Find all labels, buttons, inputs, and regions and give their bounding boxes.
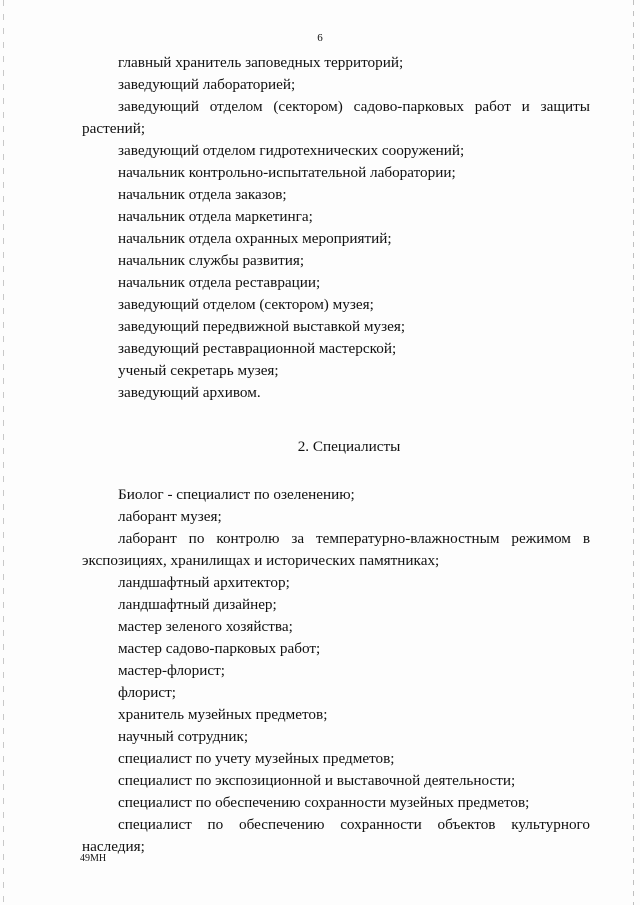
list-item: ландшафтный дизайнер; — [118, 596, 277, 613]
list-item-continuation: экспозициях, хранилищах и исторических памятниках; — [82, 552, 440, 569]
list-item: лаборант музея; — [118, 508, 222, 525]
list-item-continuation: растений; — [82, 120, 146, 137]
list-item: специалист по обеспечению сохранности музейных предметов; — [118, 794, 530, 811]
list-item: ландшафтный архитектор; — [118, 574, 290, 591]
specialists-list — [82, 484, 590, 858]
document-code: 49МН — [80, 853, 107, 864]
list-item: главный хранитель заповедных территорий; — [118, 54, 404, 71]
list-item: мастер зеленого хозяйства; — [118, 618, 293, 635]
list-item-continuation: наследия; — [82, 838, 145, 855]
scan-edge-left — [3, 0, 4, 905]
list-item: начальник контрольно-испытательной лаборатории; — [118, 164, 456, 181]
list-item: хранитель музейных предметов; — [118, 706, 328, 723]
list-item: мастер садово-парковых работ; — [118, 640, 321, 657]
list-item: начальник отдела маркетинга; — [118, 208, 313, 225]
list-item: заведующий передвижной выставкой музея; — [118, 318, 406, 335]
list-item: начальник отдела реставрации; — [118, 274, 321, 291]
section-heading: 2. Специалисты — [297, 438, 401, 455]
managers-list — [82, 52, 590, 404]
list-item: заведующий отделом гидротехнических сооружений; — [118, 142, 465, 159]
list-item: мастер-флорист; — [118, 662, 225, 679]
scan-edge-right — [633, 0, 634, 905]
list-item: специалист по экспозиционной и выставочной деятельности; — [118, 772, 516, 789]
list-item: ученый секретарь музея; — [118, 362, 279, 379]
list-item: начальник службы развития; — [118, 252, 305, 269]
list-item: флорист; — [118, 684, 176, 701]
page-number: 6 — [317, 32, 323, 44]
list-item: заведующий архивом. — [118, 384, 261, 401]
document-body — [82, 52, 590, 858]
list-item: специалист по учету музейных предметов; — [118, 750, 395, 767]
list-item: заведующий реставрационной мастерской; — [118, 340, 397, 357]
list-item: лаборант по контролю за температурно-влажностным режимом в — [118, 530, 590, 547]
list-item: заведующий отделом (сектором) музея; — [118, 296, 374, 313]
list-item: заведующий лабораторией; — [118, 76, 296, 93]
list-item: научный сотрудник; — [118, 728, 249, 745]
list-item: Биолог - специалист по озеленению; — [118, 486, 355, 503]
list-item: специалист по обеспечению сохранности объектов культурного — [118, 816, 590, 833]
list-item: начальник отдела охранных мероприятий; — [118, 230, 392, 247]
list-item: заведующий отделом (сектором) садово-парковых работ и защиты — [118, 98, 590, 115]
list-item: начальник отдела заказов; — [118, 186, 287, 203]
